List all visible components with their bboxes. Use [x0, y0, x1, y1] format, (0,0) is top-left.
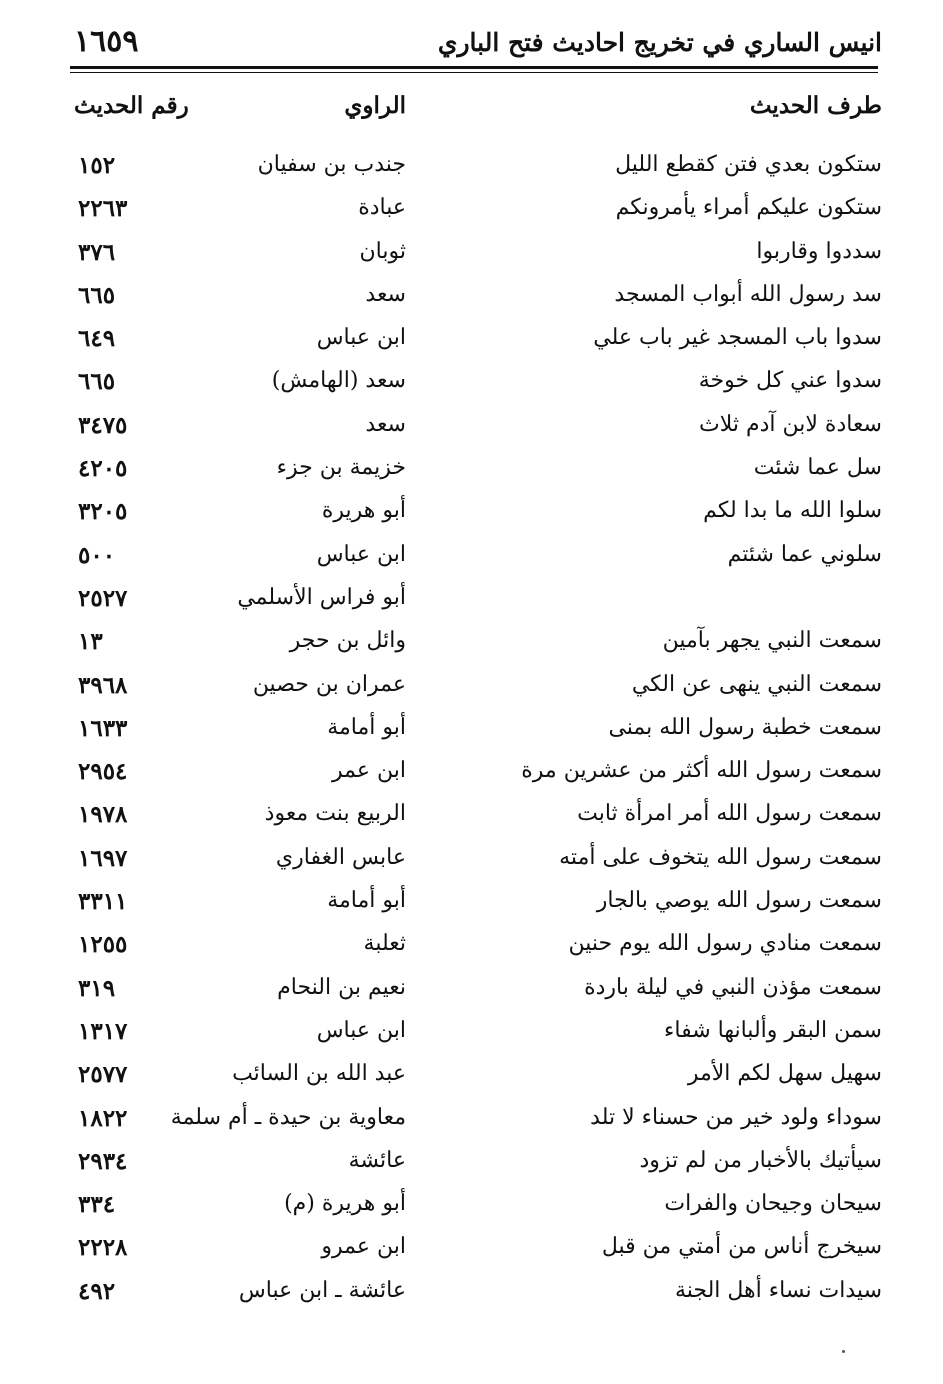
hadith-number: ٢٩٥٤ — [78, 758, 128, 786]
column-header-narrator: الراوي — [344, 92, 406, 119]
hadith-text: سيحان وجيحان والفرات — [664, 1191, 882, 1217]
table-row — [70, 841, 882, 884]
hadith-number: ٥٠٠ — [78, 541, 116, 569]
hadith-text: سيدات نساء أهل الجنة — [674, 1277, 882, 1303]
narrator-name: الربيع بنت معوذ — [264, 801, 406, 827]
narrator-name: ابن عباس — [316, 541, 406, 567]
hadith-number: ١٥٢ — [78, 152, 116, 179]
hadith-text: سددوا وقاربوا — [756, 238, 882, 264]
table-row — [70, 711, 882, 754]
hadith-number: ٣١٩ — [78, 974, 116, 1002]
hadith-number: ٦٦٥ — [78, 281, 116, 309]
page-number: ١٦٥٩ — [74, 24, 139, 59]
narrator-name: ثعلبة — [363, 931, 406, 957]
narrator-name: سعد — [365, 411, 406, 437]
hadith-text: سيخرج أناس من أمتي من قبل — [601, 1234, 882, 1260]
narrator-name: نعيم بن النحام — [277, 974, 406, 1000]
hadith-number: ١٨٢٢ — [78, 1104, 128, 1132]
hadith-number: ١٣ — [78, 628, 103, 656]
hadith-text: سمعت مؤذن النبي في ليلة باردة — [584, 974, 882, 1000]
table-row — [70, 884, 882, 927]
hadith-number: ٤٩٢ — [78, 1277, 116, 1305]
hadith-text: سد رسول الله أبواب المسجد — [614, 281, 882, 307]
hadith-number: ٢٢٦٣ — [78, 195, 128, 223]
hadith-text: سدوا عني كل خوخة — [698, 368, 882, 394]
hadith-text: ستكون عليكم أمراء يأمرونكم — [615, 195, 882, 221]
hadith-text: سدوا باب المسجد غير باب علي — [593, 325, 882, 351]
narrator-name: ابن عمر — [332, 758, 406, 784]
narrator-name: خزيمة بن جزء — [276, 455, 406, 481]
hadith-text: سمعت رسول الله يتخوف على أمته — [559, 844, 882, 870]
hadith-text: سلوا الله ما بدا لكم — [703, 498, 882, 524]
table-row — [70, 538, 882, 581]
column-header-number: رقم الحديث — [74, 92, 189, 119]
hadith-text: سمعت رسول الله أكثر من عشرين مرة — [521, 758, 882, 784]
hadith-number: ٣٩٦٨ — [78, 671, 128, 699]
table-row — [70, 1187, 882, 1230]
narrator-name: أبو هريرة — [321, 498, 406, 524]
hadith-number: ٣٧٦ — [78, 238, 116, 266]
narrator-name: جندب بن سفيان — [257, 152, 406, 177]
hadith-number: ٦٦٥ — [78, 368, 116, 396]
column-headers — [70, 92, 882, 126]
narrator-name: ابن عباس — [316, 325, 406, 351]
hadith-number: ٣٢٠٥ — [78, 498, 128, 526]
narrator-name: سعد — [365, 281, 406, 307]
hadith-text: سمعت رسول الله أمر امرأة ثابت — [577, 801, 882, 827]
hadith-number: ١٩٧٨ — [78, 801, 128, 829]
table-row — [70, 1230, 882, 1273]
column-header-hadith: طرف الحديث — [749, 92, 882, 119]
hadith-number: ٢٥٢٧ — [78, 584, 128, 612]
table-row — [70, 494, 882, 537]
hadith-number: ٢٥٧٧ — [78, 1061, 128, 1089]
narrator-name: عبد الله بن السائب — [232, 1061, 406, 1087]
header-rule-thin — [70, 72, 878, 73]
print-speck — [842, 1350, 845, 1353]
table-row — [70, 1274, 882, 1317]
book-title: انيس الساري في تخريج احاديث فتح الباري — [437, 28, 882, 57]
narrator-name: سعد (الهامش) — [271, 368, 406, 394]
table-row — [70, 668, 882, 711]
hadith-text: سعادة لابن آدم ثلاث — [699, 411, 882, 437]
hadith-text: سمعت خطبة رسول الله بمنى — [608, 714, 882, 740]
index-table — [70, 148, 882, 1317]
hadith-text: سمعت منادي رسول الله يوم حنين — [568, 931, 882, 957]
narrator-name: معاوية بن حيدة ـ أم سلمة — [170, 1104, 406, 1130]
hadith-text: سهيل سهل لكم الأمر — [687, 1061, 882, 1087]
hadith-text: سمعت النبي يجهر بآمين — [662, 628, 882, 654]
table-row — [70, 1014, 882, 1057]
narrator-name: أبو هريرة (م) — [284, 1191, 406, 1217]
table-row — [70, 1144, 882, 1187]
narrator-name: عابس الغفاري — [275, 844, 406, 870]
hadith-text: سمعت النبي ينهى عن الكي — [631, 671, 882, 697]
table-row — [70, 797, 882, 840]
table-row — [70, 1057, 882, 1100]
table-row — [70, 971, 882, 1014]
narrator-name: وائل بن حجر — [289, 628, 406, 654]
table-row — [70, 191, 882, 234]
hadith-text: سمن البقر وألبانها شفاء — [664, 1017, 882, 1043]
hadith-number: ٦٤٩ — [78, 325, 116, 353]
hadith-text: سمعت رسول الله يوصي بالجار — [596, 888, 882, 914]
narrator-name: عائشة ـ ابن عباس — [238, 1277, 406, 1303]
table-row — [70, 408, 882, 451]
hadith-number: ٣٤٧٥ — [78, 411, 128, 439]
hadith-text: سوداء ولود خير من حسناء لا تلد — [590, 1104, 882, 1130]
table-row — [70, 1101, 882, 1144]
table-row — [70, 278, 882, 321]
table-row — [70, 927, 882, 970]
hadith-number: ٢٩٣٤ — [78, 1147, 128, 1175]
narrator-name: أبو أمامة — [327, 888, 406, 914]
narrator-name: عائشة — [348, 1147, 406, 1173]
table-row — [70, 754, 882, 797]
hadith-number: ١٦٣٣ — [78, 714, 128, 742]
table-row — [70, 581, 882, 624]
table-row — [70, 321, 882, 364]
narrator-name: عمران بن حصين — [252, 671, 406, 697]
hadith-number: ١٢٥٥ — [78, 931, 128, 959]
narrator-name: أبو فراس الأسلمي — [237, 584, 406, 610]
hadith-number: ٣٣١١ — [78, 888, 128, 916]
narrator-name: ابن عمرو — [321, 1234, 406, 1260]
table-row — [70, 235, 882, 278]
table-row — [70, 624, 882, 667]
hadith-number: ٤٢٠٥ — [78, 455, 128, 483]
hadith-text: ستكون بعدي فتن كقطع الليل — [615, 152, 882, 177]
table-row — [70, 148, 882, 191]
running-header — [70, 22, 882, 66]
hadith-number: ١٣١٧ — [78, 1017, 128, 1045]
table-row — [70, 451, 882, 494]
hadith-text: سل عما شئت — [753, 455, 882, 481]
hadith-number: ١٦٩٧ — [78, 844, 128, 872]
hadith-text: سلوني عما شئتم — [727, 541, 882, 567]
narrator-name: أبو أمامة — [327, 714, 406, 740]
hadith-number: ٣٣٤ — [78, 1191, 116, 1219]
narrator-name: ثوبان — [359, 238, 406, 264]
table-row — [70, 364, 882, 407]
hadith-number: ٢٢٢٨ — [78, 1234, 128, 1262]
hadith-text: سيأتيك بالأخبار من لم تزود — [639, 1147, 882, 1173]
narrator-name: ابن عباس — [316, 1017, 406, 1043]
header-rule-thick — [70, 66, 878, 69]
narrator-name: عبادة — [358, 195, 406, 221]
